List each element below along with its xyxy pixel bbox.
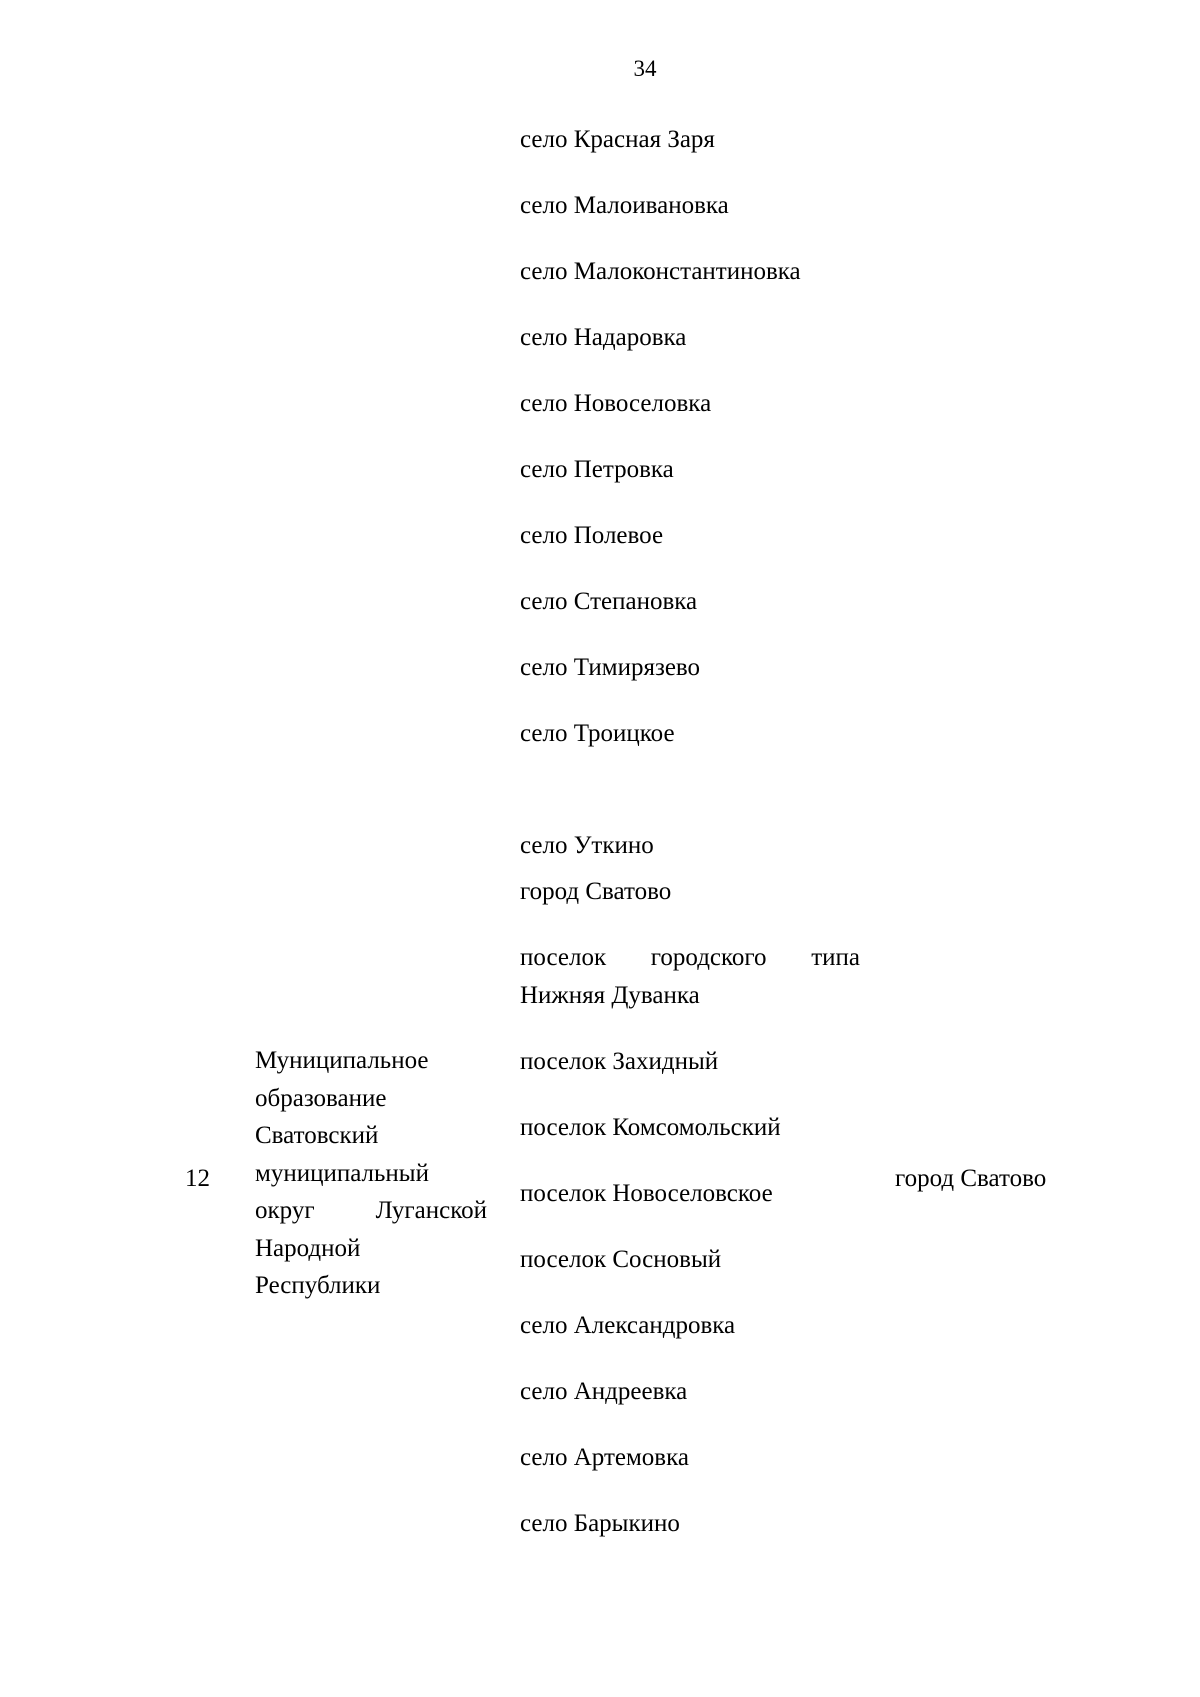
- municipality-name: [255, 1042, 487, 1305]
- municipality-word: Луганской: [375, 1197, 487, 1224]
- settlement-item: село Александровка: [520, 1312, 736, 1339]
- municipality-line: Муниципальное: [255, 1047, 429, 1074]
- settlement-item: село Малоивановка: [520, 192, 729, 219]
- settlement-item: село Тимирязево: [520, 654, 701, 681]
- settlement-item: поселок Новоселовское: [520, 1180, 773, 1207]
- municipality-line: Республики: [255, 1272, 381, 1299]
- settlement-item: село Барыкино: [520, 1510, 680, 1537]
- settlement-word: типа: [811, 944, 860, 971]
- municipality-line-justified: [255, 1192, 487, 1230]
- settlement-item: поселок Комсомольский: [520, 1114, 781, 1141]
- settlement-item: село Степановка: [520, 588, 698, 615]
- settlement-item: поселок Сосновый: [520, 1246, 722, 1273]
- settlement-item: село Полевое: [520, 522, 664, 549]
- settlement-line: Нижняя Дуванка: [520, 982, 700, 1009]
- settlement-item: село Малоконстантиновка: [520, 258, 801, 285]
- municipality-line: Народной: [255, 1234, 361, 1262]
- administrative-center: город Сватово: [895, 1165, 1047, 1192]
- settlement-item: село Артемовка: [520, 1444, 689, 1471]
- settlement-item: село Петровка: [520, 456, 674, 483]
- municipality-word: округ: [255, 1197, 315, 1224]
- settlement-item: село Надаровка: [520, 324, 687, 351]
- municipality-line: муниципальный: [255, 1159, 429, 1187]
- row-number: 12: [185, 1165, 210, 1192]
- settlement-item: село Новоселовка: [520, 390, 712, 417]
- settlement-item: село Красная Заря: [520, 126, 715, 153]
- settlement-item: город Сватово: [520, 878, 672, 905]
- municipality-line: Сватовский: [255, 1122, 379, 1149]
- settlement-line-justified: [520, 939, 860, 977]
- previous-row-settlement-list: [520, 120, 860, 780]
- page-number: 34: [633, 56, 657, 81]
- settlement-item: поселок Захидный: [520, 1048, 719, 1075]
- settlement-item-multiline: [520, 939, 860, 1015]
- settlement-item: село Андреевка: [520, 1378, 688, 1405]
- settlement-word: городского: [650, 944, 767, 971]
- settlement-list: [520, 827, 860, 1571]
- settlement-item: село Уткино: [520, 832, 654, 859]
- settlement-word: поселок: [520, 944, 607, 971]
- settlement-item: село Троицкое: [520, 720, 675, 747]
- municipality-line: образование: [255, 1084, 387, 1112]
